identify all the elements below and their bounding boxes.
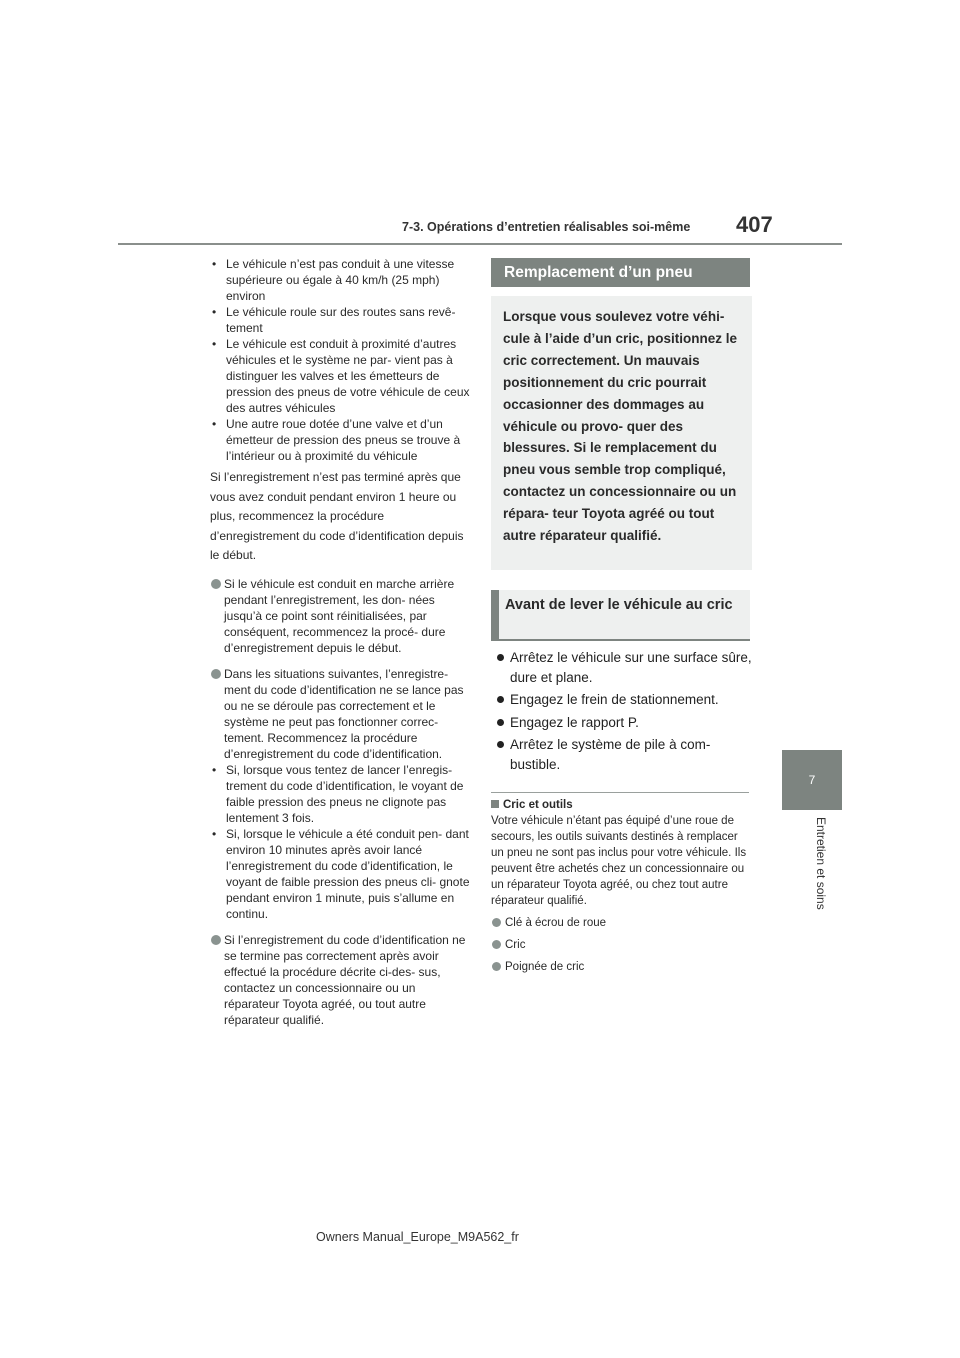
tool-label: Poignée de cric (505, 961, 585, 973)
step-item: Engagez le frein de stationnement. (496, 690, 754, 710)
tool-item (491, 959, 753, 975)
preparation-steps (496, 648, 754, 777)
list-item: • Le véhicule est conduit à proximité d’autres véhicules et le système ne par- vient pas à distinguer les valves et les émetteurs de pression des pneus de votre véhicule de ceux des autres véhicules (210, 336, 472, 416)
note-title: Cric et outils (503, 799, 573, 811)
note-heading (491, 797, 753, 813)
section-title: 7-3. Opérations d’entretien réalisables soi-même (402, 220, 691, 234)
note-body: Votre véhicule n’étant pas équipé d’une roue de secours, les outils suivants destinés à remplacer un pneu ne sont pas inclus pour votre véhicule. Ils peuvent être achetés chez un concessionnaire ou un réparateur Toyota agréé, ou chez tout autre réparateur qualifié. (491, 815, 747, 907)
note-contact-dealer (210, 932, 472, 1028)
section-divider (491, 792, 749, 793)
chapter-number: 7 (808, 773, 816, 787)
note-registration-failure (210, 666, 472, 762)
bullet-dot-icon (211, 935, 221, 945)
subsection-heading: Avant de lever le véhicule au cric (491, 590, 750, 641)
step-item: Arrêtez le système de pile à com- bustible. (496, 735, 754, 774)
step-item: Engagez le rapport P. (496, 713, 754, 733)
bullet-dot-icon (211, 669, 221, 679)
bullet-dot-icon (492, 962, 501, 971)
list-item: • Si, lorsque le véhicule a été conduit pen- dant environ 10 minutes après avoir lancé l’enregistrement du code d’identification, le voyant de faible pression des pneus cli- gnote pendant environ 1 minute, puis s’allume en continu. (210, 826, 472, 922)
list-item: • Le véhicule roule sur des routes sans revê- tement (210, 304, 472, 336)
step-item: Arrêtez le véhicule sur une surface sûre, dure et plane. (496, 648, 754, 687)
footer-document-id: Owners Manual_Europe_M9A562_fr (316, 1230, 519, 1244)
tool-label: Clé à écrou de roue (505, 917, 607, 929)
list-item: • Si, lorsque vous tentez de lancer l’enregis- trement du code d’identification, le voyant de faible pression des pneus ne clignote pas lentement 3 fois. (210, 762, 472, 826)
list-item: • Le véhicule n’est pas conduit à une vitesse supérieure ou égale à 40 km/h (25 mph) environ (210, 256, 472, 304)
section-banner: Remplacement d’un pneu (491, 258, 750, 287)
chapter-tab (782, 750, 842, 810)
header-rule (118, 243, 842, 245)
bullet-dot-icon (492, 940, 501, 949)
bullet-dot-icon (211, 579, 221, 589)
list-item: • Une autre roue dotée d’une valve et d’un émetteur de pression des pneus se trouve à l’intérieur ou à proximité du véhicule (210, 416, 472, 464)
note-text: Si l’enregistrement du code d’identification ne se termine pas correctement après avoir effectué la procédure décrite ci-des- sus, contactez un concessionnaire ou un réparateur Toyota agréé, ou tout autre réparateur qualifié. (224, 932, 466, 1027)
tool-label: Cric (505, 939, 526, 951)
square-marker-icon (491, 800, 499, 808)
note-text: Dans les situations suivantes, l’enregistre- ment du code d’identification ne se lance pas ou ne se déroule pas correctement et le système ne peut pas fonctionner correc- tement. Recommencez la procédure d’enregistrement du code d’identification. (224, 666, 464, 761)
chapter-title: Entretien et soins (814, 817, 828, 910)
caution-box: Lorsque vous soulevez votre véhi- cule à l’aide d’un cric, positionnez le cric correctement. Un mauvais positionnement du cric pourrait occasionner des dommages au véhicule ou provo- quer des blessures. Si le remplacement du pneu vous semble trop compliqué, contactez un concessionnaire ou un répara- teur Toyota agréé ou tout autre réparateur qualifié. (491, 296, 752, 570)
note-text: Si le véhicule est conduit en marche arrière pendant l’enregistrement, les don- nées jusqu’à ce point sont réinitialisées, par conséquent, recommencez la procé- dure d’enregistrement depuis le début. (224, 576, 455, 655)
failure-list (210, 762, 472, 922)
restart-paragraph: Si l’enregistrement n’est pas terminé après que vous avez conduit pendant environ 1 heure ou plus, recommencez la procédure d’enregistrement du code d’identification depuis le début. (210, 470, 464, 563)
tools-note (491, 797, 753, 975)
tool-item (491, 915, 753, 931)
note-reverse (210, 576, 472, 656)
tool-item (491, 937, 753, 953)
left-column (210, 256, 472, 1028)
condition-list (210, 256, 472, 464)
page-number: 407 (736, 212, 773, 237)
bullet-dot-icon (492, 918, 501, 927)
